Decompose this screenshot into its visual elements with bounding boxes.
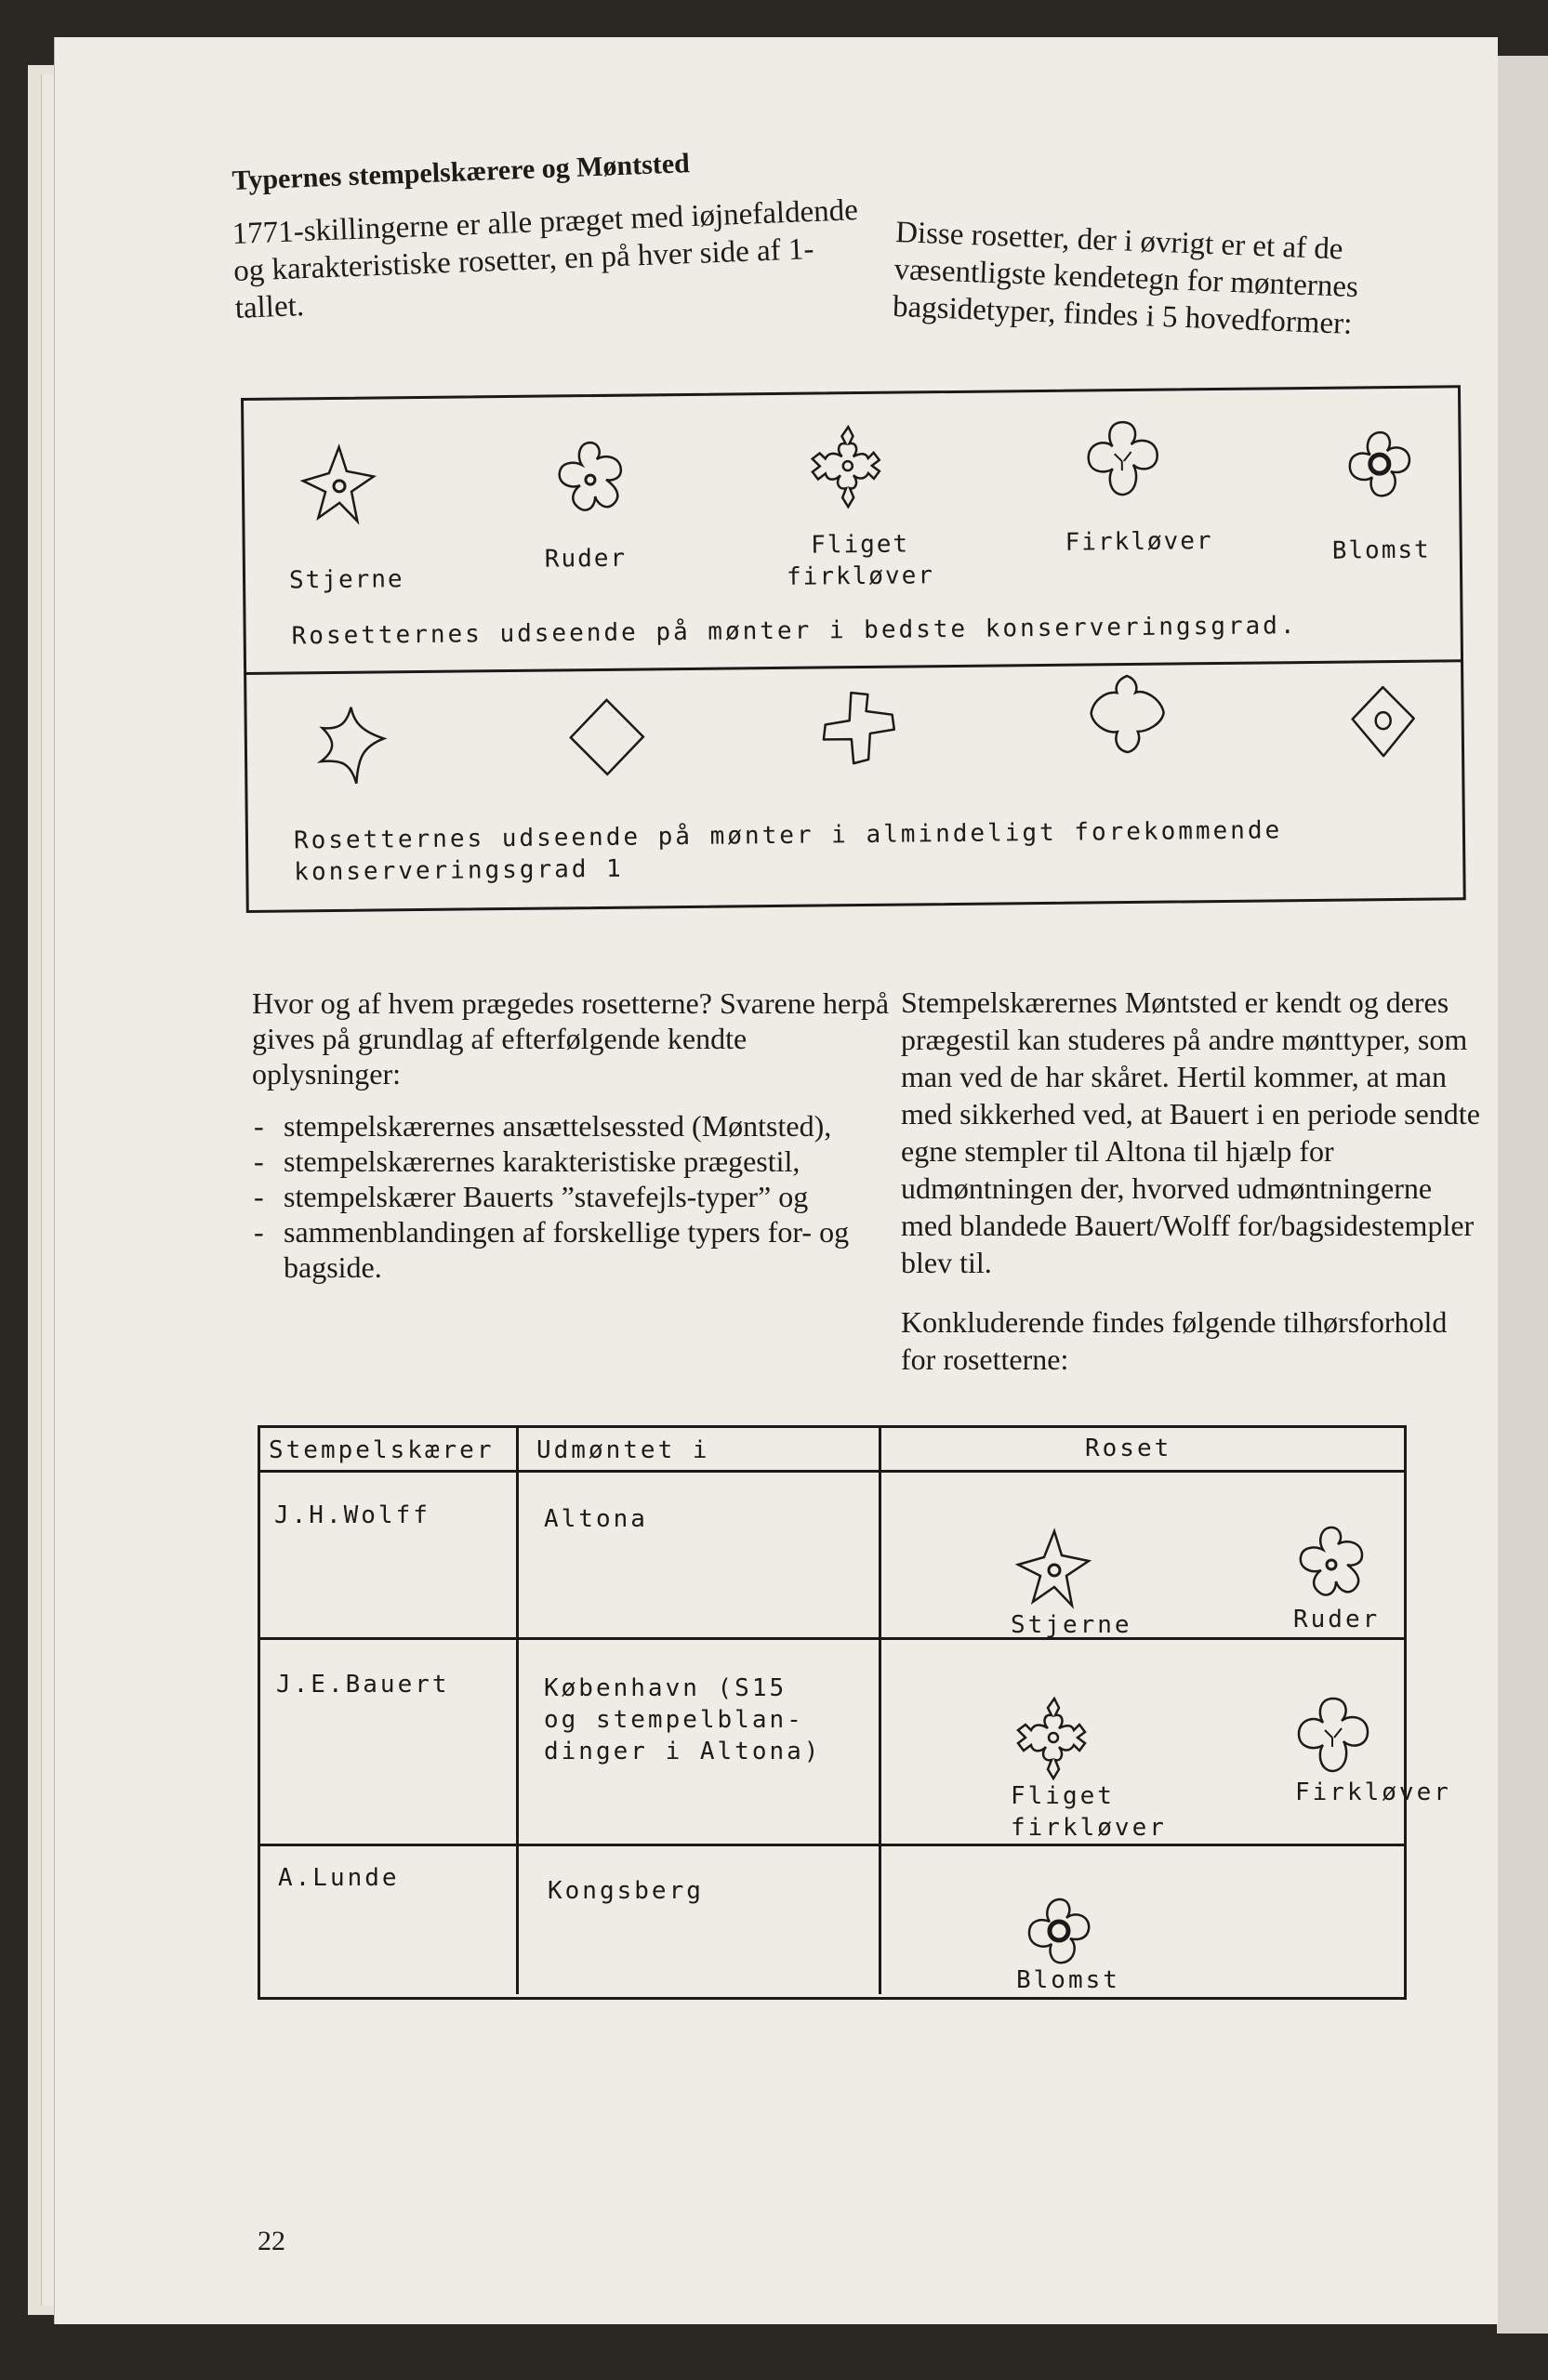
rosette-panel [241,385,1464,911]
stjerne-rosette-icon [298,443,382,527]
ruder-rosette-icon [1290,1522,1373,1606]
intro-right-text: Disse rosetter, der i øvrigt er et af de væsentligste kendetegn for mønternes bagsidetyper, findes i 5 hovedformer: [892,215,1359,341]
table-header-rule [258,1470,1407,1473]
fliget-firklover-rosette-icon [1012,1697,1096,1780]
list-item: - stempelskærer Bauerts ”stavefejls-typer” og [252,1179,903,1214]
firklover-rosette-icon [1080,416,1165,501]
ruder-worn-rosette-icon [564,695,649,780]
cell-place-kongsberg: Kongsberg [548,1877,704,1905]
rosette-label-fliget-firklover: Fliget firkløver [786,530,935,591]
caption-common-condition: Rosetternes udseende på mønter i almindeligt forekommende konserveringsgrad 1 [293,816,1283,887]
header-stempelskaerer: Stempelskærer [269,1436,495,1464]
section-heading: Typernes stempelskærere og Møntsted [232,148,691,196]
stjerne-rosette-icon [1012,1527,1096,1611]
fliget-firklover-worn-rosette-icon [815,687,900,772]
blomst-rosette-icon [1338,423,1422,508]
middle-left-column [252,985,903,1285]
cell-rosette-ruder: Ruder [1293,1606,1381,1633]
rosette-label-firklover: Firkløver [1065,527,1213,557]
firklover-rosette-icon [1291,1693,1375,1777]
rosette-label-ruder: Ruder [544,544,628,574]
middle-left-intro: Hvor og af hvem prægedes rosetterne? Svarene herpå gives på grundlag af efterfølgende kendte oplysninger: [252,986,890,1091]
list-item: - stempelskærernes karakteristiske prægestil, [252,1144,903,1179]
cell-cutter-bauert: J.E.Bauert [276,1671,450,1699]
cell-cutter-wolff: J.H.Wolff [274,1501,430,1529]
middle-right-paragraph-2: Konkluderende findes følgende tilhørsforhold for rosetterne: [901,1305,1448,1376]
ruder-rosette-icon [548,437,632,522]
intro-right-paragraph [892,214,1481,348]
rosette-attribution-table [258,1425,1451,2031]
blomst-rosette-icon [1018,1890,1102,1974]
intro-left-text: 1771-skillingerne er alle præget med iøjnefaldende og karakteristiske rosetter, en på hver side af 1-tallet. [232,193,859,325]
rosette-label-stjerne: Stjerne [288,565,404,595]
firklover-worn-rosette-icon [1085,672,1170,757]
cell-cutter-lunde: A.Lunde [278,1864,400,1892]
facing-page-edge [1497,56,1548,2334]
header-udmontet: Udmøntet i [536,1436,710,1464]
page-number: 22 [258,2226,285,2256]
table-row-rule [258,1637,1407,1640]
table-row-rule [258,1844,1407,1846]
cell-rosette-fliget-firklover: Fliget firkløver [1011,1782,1167,1842]
middle-right-paragraph-1: Stempelskærernes Møntsted er kendt og deres prægestil kan studeres på andre mønttyper, som man ved de har skåret. Hertil kommer, at man med sikkerhed ved, at Bauert i en periode sendte egne stempler til Altona til hjælp for udmøntningen der, hvorved udmøntningerne med blandede Bauert/Wolff for/bagsidestempler blev til. [901,985,1480,1279]
header-roset: Roset [1085,1435,1172,1462]
caption-best-condition: Rosetternes udseende på mønter i bedste konserveringsgrad. [291,612,1298,651]
cell-rosette-stjerne: Stjerne [1011,1611,1132,1639]
intro-left-paragraph [232,192,867,327]
table-column-rule [879,1425,881,1994]
cell-place-kobenhavn: København (S15 og stempelblan- dinger i Altona) [544,1674,822,1765]
table-column-rule [516,1425,519,1994]
book-page [54,37,1498,2324]
list-item: - sammenblandingen af forskellige typers for- og bagside. [252,1214,903,1285]
stjerne-worn-rosette-icon [309,703,393,787]
cell-place-altona: Altona [544,1505,648,1533]
list-item: - stempelskærernes ansættelsessted (Møntsted), [252,1108,903,1144]
evidence-list [252,1108,903,1285]
cell-rosette-blomst: Blomst [1016,1966,1120,1994]
blomst-worn-rosette-icon [1341,681,1425,766]
middle-right-column [901,984,1487,1378]
fliget-firklover-rosette-icon [806,425,891,509]
rosette-label-blomst: Blomst [1331,536,1431,565]
cell-rosette-firklover: Firkløver [1295,1778,1451,1806]
